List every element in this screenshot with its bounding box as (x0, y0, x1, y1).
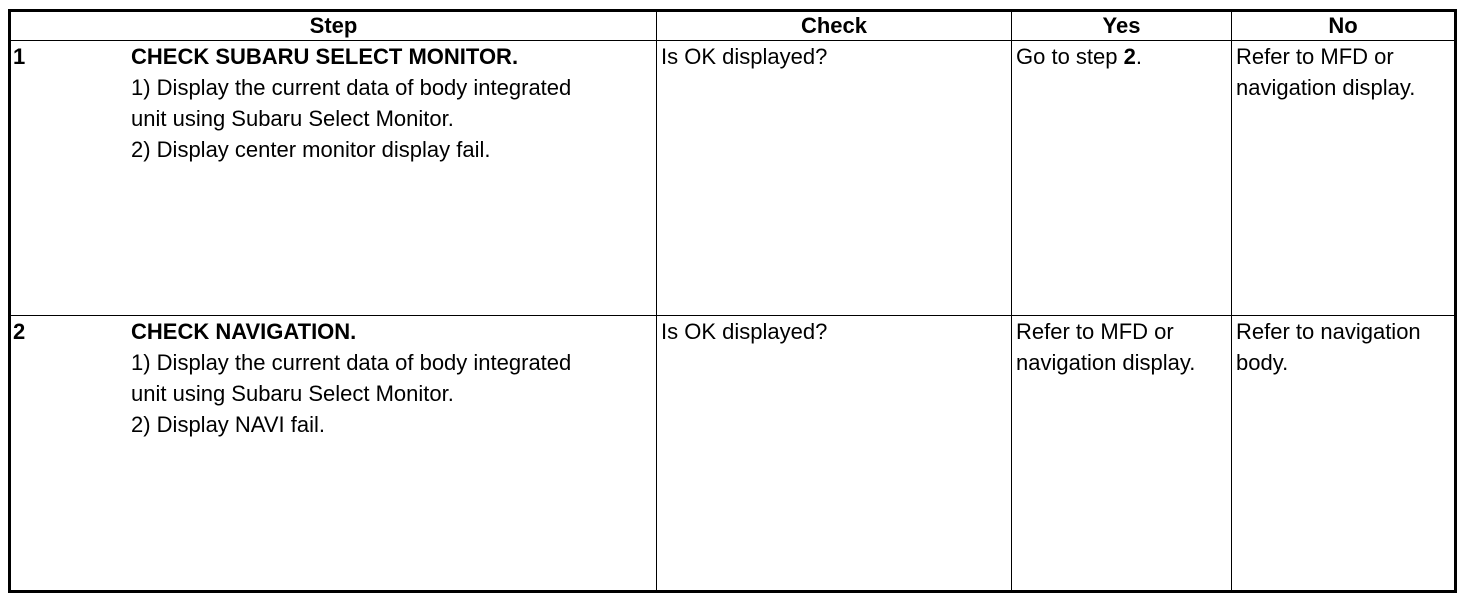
step-body (131, 41, 636, 165)
column-header-no: No (1232, 11, 1456, 41)
yes-text-end: . (1135, 44, 1142, 69)
step-title: CHECK NAVIGATION. (131, 319, 357, 344)
yes-text: Go to step (1016, 44, 1124, 69)
step-instruction-1-cont: unit using Subaru Select Monitor. (131, 381, 454, 406)
yes-step-link[interactable]: 2 (1123, 44, 1136, 69)
step-number: 2 (13, 319, 26, 344)
column-header-check: Check (657, 11, 1012, 41)
column-header-step: Step (10, 11, 657, 41)
step-instruction-2: 2) Display NAVI fail. (131, 412, 325, 437)
check-cell: Is OK displayed? (657, 41, 1012, 316)
column-header-yes: Yes (1012, 11, 1232, 41)
step-number: 1 (13, 44, 26, 69)
yes-cell: Refer to MFD or navigation display. (1012, 316, 1232, 592)
step-instruction-1-cont: unit using Subaru Select Monitor. (131, 106, 454, 131)
step-instruction-1: 1) Display the current data of body integrated (131, 350, 572, 375)
step-title: CHECK SUBARU SELECT MONITOR. (131, 44, 519, 69)
diagnostic-table (8, 9, 1457, 593)
table-header-row (10, 11, 1456, 41)
no-cell: Refer to MFD or navigation display. (1232, 41, 1456, 316)
step-cell (10, 316, 657, 592)
check-cell: Is OK displayed? (657, 316, 1012, 592)
step-instruction-2: 2) Display center monitor display fail. (131, 137, 491, 162)
step-body (131, 316, 636, 440)
no-cell: Refer to navigation body. (1232, 316, 1456, 592)
step-instruction-1: 1) Display the current data of body integrated (131, 75, 572, 100)
step-cell (10, 41, 657, 316)
table-row (10, 316, 1456, 592)
yes-cell (1012, 41, 1232, 316)
table-row (10, 41, 1456, 316)
diagnostic-procedure-sheet (8, 9, 1454, 593)
